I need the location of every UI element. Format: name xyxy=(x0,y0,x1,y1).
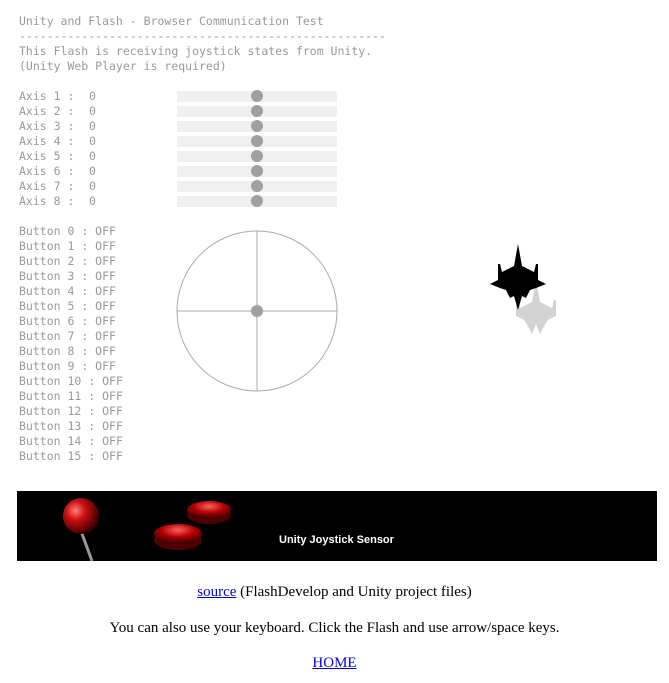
button-label: Button 8 xyxy=(19,344,75,358)
separator: : xyxy=(74,329,96,343)
button-state-row xyxy=(19,404,123,419)
axis-knob xyxy=(251,150,263,162)
axis-row xyxy=(19,119,349,134)
button-state: OFF xyxy=(95,239,116,253)
axis-track xyxy=(177,196,337,207)
axis-row xyxy=(19,134,349,149)
separator: : xyxy=(74,314,96,328)
arcade-button-top xyxy=(187,501,231,519)
button-state-row xyxy=(19,449,123,464)
spaceship-icon xyxy=(478,240,588,350)
separator: : xyxy=(74,254,96,268)
button-state: OFF xyxy=(95,254,116,268)
button-state: OFF xyxy=(95,329,116,343)
flash-title: Unity and Flash - Browser Communication Test xyxy=(19,14,324,28)
button-label: Button 1 xyxy=(19,239,75,253)
button-label: Button 6 xyxy=(19,314,75,328)
button-state: OFF xyxy=(102,449,123,463)
button-state: OFF xyxy=(95,359,116,373)
axis-value: 0 xyxy=(89,134,96,148)
button-label: Button 4 xyxy=(19,284,75,298)
axis-label: Axis 5 : xyxy=(19,149,75,163)
button-state-row xyxy=(19,359,116,374)
axis-track xyxy=(177,91,337,102)
joystick-shaft xyxy=(81,531,92,561)
button-label: Button 13 xyxy=(19,419,82,433)
axis-value: 0 xyxy=(89,89,96,103)
axis-knob xyxy=(251,135,263,147)
separator: : xyxy=(81,389,103,403)
axis-track xyxy=(177,106,337,117)
button-state: OFF xyxy=(95,224,116,238)
axis-row xyxy=(19,179,349,194)
axis-knob xyxy=(251,90,263,102)
separator: : xyxy=(74,344,96,358)
button-state: OFF xyxy=(102,434,123,448)
axis-track xyxy=(177,166,337,177)
info-line-1: This Flash is receiving joystick states from Unity. xyxy=(19,44,373,58)
button-state-row xyxy=(19,239,116,254)
axis-track xyxy=(177,121,337,132)
separator: : xyxy=(74,299,96,313)
button-label: Button 11 xyxy=(19,389,82,403)
banner-image xyxy=(17,491,657,561)
home-line xyxy=(0,655,669,672)
separator: : xyxy=(74,269,96,283)
keyboard-note: You can also use your keyboard. Click the Flash and use arrow/space keys. xyxy=(109,620,560,636)
button-label: Button 2 xyxy=(19,254,75,268)
axis-knob xyxy=(251,180,263,192)
axis-knob xyxy=(251,165,263,177)
axis-knob xyxy=(251,120,263,132)
button-state: OFF xyxy=(95,284,116,298)
home-link[interactable]: HOME xyxy=(312,655,357,671)
axis-row xyxy=(19,164,349,179)
separator: : xyxy=(74,284,96,298)
source-link[interactable]: source xyxy=(197,584,237,600)
arcade-button-top xyxy=(154,524,202,544)
button-label: Button 12 xyxy=(19,404,82,418)
button-state-row xyxy=(19,389,123,404)
button-state: OFF xyxy=(102,389,123,403)
separator: : xyxy=(81,434,103,448)
button-state: OFF xyxy=(95,344,116,358)
source-description: (FlashDevelop and Unity project files) xyxy=(240,584,472,600)
button-state-row xyxy=(19,329,116,344)
arcade-buttons-graphic xyxy=(17,491,657,561)
button-state-row xyxy=(19,284,116,299)
axis-label: Axis 3 : xyxy=(19,119,75,133)
axis-row xyxy=(19,89,349,104)
axis-label: Axis 6 : xyxy=(19,164,75,178)
axis-track xyxy=(177,136,337,147)
axis-label: Axis 1 : xyxy=(19,89,75,103)
button-state-row xyxy=(19,434,123,449)
joystick-dot xyxy=(251,305,263,317)
button-label: Button 5 xyxy=(19,299,75,313)
button-label: Button 7 xyxy=(19,329,75,343)
separator: : xyxy=(81,374,103,388)
button-label: Button 15 xyxy=(19,449,82,463)
banner-title: Unity Joystick Sensor xyxy=(279,534,394,546)
button-state-row xyxy=(19,299,116,314)
button-state-row xyxy=(19,374,123,389)
button-label: Button 9 xyxy=(19,359,75,373)
button-state-row xyxy=(19,419,123,434)
separator: : xyxy=(81,449,103,463)
axis-label: Axis 7 : xyxy=(19,179,75,193)
axis-value: 0 xyxy=(89,179,96,193)
info-line-2: (Unity Web Player is required) xyxy=(19,59,227,73)
joystick-ball xyxy=(63,498,99,534)
button-state: OFF xyxy=(95,299,116,313)
button-state: OFF xyxy=(102,419,123,433)
separator: : xyxy=(74,359,96,373)
axis-value: 0 xyxy=(89,104,96,118)
separator: : xyxy=(74,224,96,238)
axis-row xyxy=(19,149,349,164)
axis-label: Axis 2 : xyxy=(19,104,75,118)
button-state: OFF xyxy=(102,404,123,418)
button-state-row xyxy=(19,254,116,269)
separator: : xyxy=(74,239,96,253)
axis-track xyxy=(177,181,337,192)
button-state-row xyxy=(19,314,116,329)
axis-label: Axis 8 : xyxy=(19,194,75,208)
button-state: OFF xyxy=(95,314,116,328)
source-line xyxy=(0,584,669,601)
axis-row xyxy=(19,104,349,119)
axis-knob xyxy=(251,105,263,117)
button-state: OFF xyxy=(95,269,116,283)
joystick-position-display xyxy=(176,230,338,392)
axis-row xyxy=(19,194,349,209)
axis-value: 0 xyxy=(89,149,96,163)
divider: ----------------------------------------------------- xyxy=(19,29,386,43)
button-label: Button 0 xyxy=(19,224,75,238)
button-state-row xyxy=(19,224,116,239)
separator: : xyxy=(81,404,103,418)
axis-label: Axis 4 : xyxy=(19,134,75,148)
axis-knob xyxy=(251,195,263,207)
button-label: Button 10 xyxy=(19,374,82,388)
button-state-row xyxy=(19,269,116,284)
button-state: OFF xyxy=(102,374,123,388)
button-label: Button 14 xyxy=(19,434,82,448)
axis-value: 0 xyxy=(89,164,96,178)
button-label: Button 3 xyxy=(19,269,75,283)
axis-value: 0 xyxy=(89,119,96,133)
separator: : xyxy=(81,419,103,433)
button-state-row xyxy=(19,344,116,359)
axis-value: 0 xyxy=(89,194,96,208)
axis-track xyxy=(177,151,337,162)
